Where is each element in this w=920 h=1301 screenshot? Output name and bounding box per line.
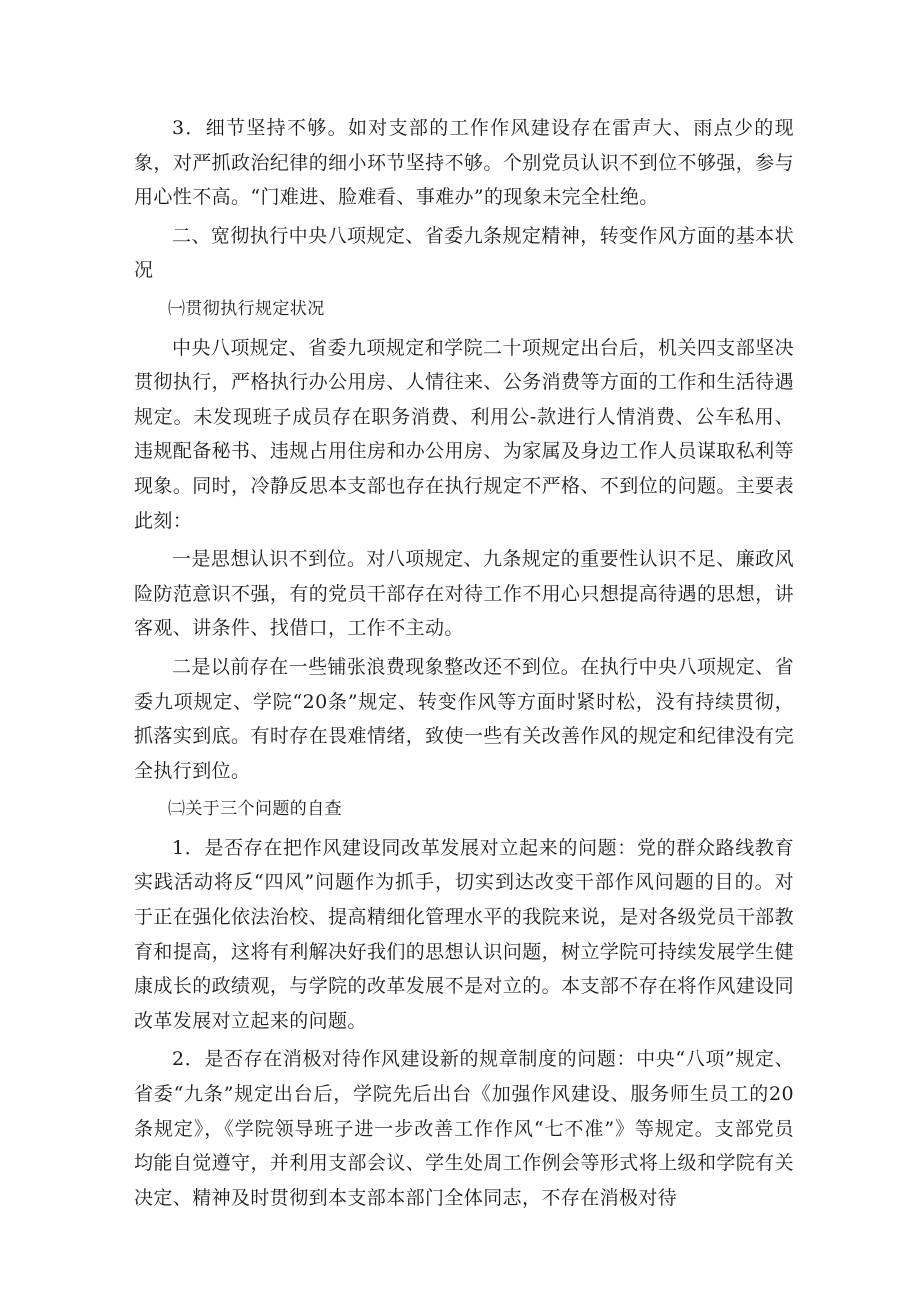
paragraph-question-one: 1．是否存在把作风建设同改革发展对立起来的问题：党的群众路线教育实践活动将反“四风”问题作为抓手，切实到达改变干部作风问题的目的。对于正在强化依法治校、提高精细化管理水平的我院来说，是对各级党员干部教育和提高，这将有利解决好我们的思想认识问题，树立学院可持续发展学生健康成长的政绩观，与学院的改革发展不是对立的。本支部不存在将作风建设同改革发展对立起来的问题。 <box>134 836 794 1032</box>
paragraph-ideological-awareness: 一是思想认识不到位。对八项规定、九条规定的重要性认识不足、廉政风险防范意识不强，有的党员干部存在对待工作不用心只想提高待遇的思想，讲客观、讲条件、找借口，工作不主动。 <box>134 548 794 640</box>
subsection-heading-implementation: ㈠贯彻执行规定状况 <box>168 298 325 319</box>
paragraph-waste-rectification: 二是以前存在一些铺张浪费现象整改还不到位。在执行中央八项规定、省委九项规定、学院“20条”规定、转变作风等方面时紧时松，没有持续贯彻，抓落实到底。有时存在畏难情绪，致使一些有关改善作风的规定和纪律没有完全执行到位。 <box>134 655 794 782</box>
document-body <box>134 111 794 1215</box>
section-heading-two: 二、宽彻执行中央八项规定、省委九条规定精神，转变作风方面的基本状况 <box>134 224 794 282</box>
paragraph-implementation-status: 中央八项规定、省委九项规定和学院二十项规定出台后，机关四支部坚决贯彻执行，严格执行办公用房、人情往来、公务消费等方面的工作和生活待遇规定。未发现班子成员存在职务消费、利用公-款进行人情消费、公车私用、违规配备秘书、违规占用住房和办公用房、为家属及身边工作人员谋取私利等现象。同时，冷静反思本支部也存在执行规定不严格、不到位的问题。主要表此刻： <box>134 336 794 532</box>
paragraph-question-two: 2．是否存在消极对待作风建设新的规章制度的问题：中央“八项”规定、省委“九条”规定出台后，学院先后出台《加强作风建设、服务师生员工的20条规定》，《学院领导班子进一步改善工作作风“七不准”》等规定。支部党员均能自觉遵守，并利用支部会议、学生处周工作例会等形式将上级和学院有关决定、精神及时贯彻到本支部本部门全体同志，不存在消极对待 <box>134 1048 794 1209</box>
subsection-heading-self-check: ㈡关于三个问题的自查 <box>168 799 342 820</box>
paragraph-detail-adherence: 3．细节坚持不够。如对支部的工作作风建设存在雷声大、雨点少的现象，对严抓政治纪律的细小环节坚持不够。个别党员认识不到位不够强，参与用心性不高。“门难进、脸难看、事难办”的现象未完全杜绝。 <box>134 117 794 209</box>
